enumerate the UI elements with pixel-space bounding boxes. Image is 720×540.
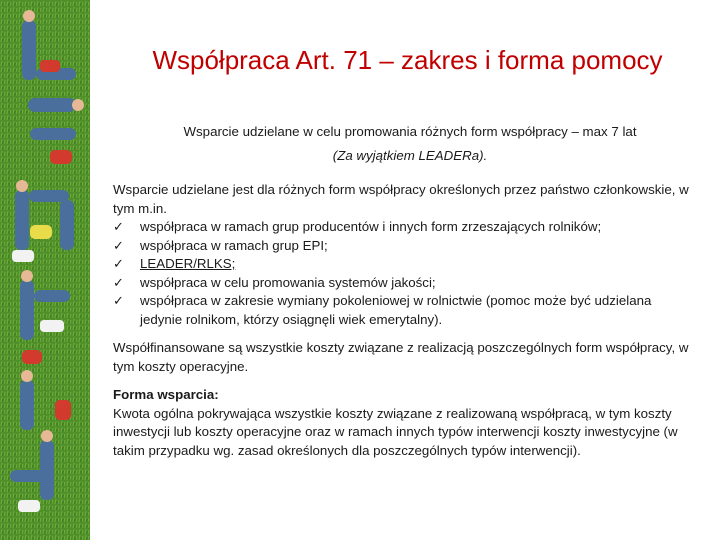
scope-paragraph: Wsparcie udzielane jest dla różnych form współpracy określonych przez państwo członkowskie, w tym m.in.	[113, 182, 689, 216]
slide-title: Współpraca Art. 71 – zakres i forma pomocy	[152, 45, 663, 75]
checkmark-icon: ✓	[113, 219, 124, 234]
list-item-text: współpraca w ramach grup EPI;	[140, 237, 328, 253]
list-item	[113, 237, 693, 256]
checkmark-icon: ✓	[113, 237, 124, 253]
checkmark-icon: ✓	[113, 274, 124, 290]
cooperation-forms-list	[113, 218, 693, 329]
list-item	[113, 218, 693, 237]
list-item	[113, 255, 693, 274]
list-item-text: współpraca w celu promowania systemów jakości;	[140, 274, 436, 290]
intro-note: (Za wyjątkiem LEADERa).	[332, 148, 488, 163]
intro-block	[125, 120, 695, 168]
list-item	[113, 292, 693, 329]
support-form-heading: Forma wsparcia:	[113, 387, 219, 402]
main-content	[113, 181, 693, 460]
checkmark-icon: ✓	[113, 293, 124, 308]
cofinancing-paragraph: Współfinansowane są wszystkie koszty związane z realizacją poszczególnych form współpracy, w tym koszty operacyjne.	[113, 340, 689, 374]
people-on-grass-image	[0, 0, 90, 540]
list-item-text: współpraca w zakresie wymiany pokoleniowej w rolnictwie (pomoc może być udzielana jedynie rolnikom, którzy osiągnęli wiek emerytalny).	[140, 293, 652, 327]
list-item	[113, 274, 693, 293]
intro-line: Wsparcie udzielane w celu promowania różnych form współpracy – max 7 lat	[183, 124, 637, 139]
list-item-text: współpraca w ramach grup producentów i innych form zrzeszających rolników;	[140, 219, 602, 234]
support-form-paragraph: Kwota ogólna pokrywająca wszystkie koszty związane z realizowaną współpracą, w tym koszty inwestycji lub koszty operacyjne oraz w ramach innych typów interwencji koszty inwestycyjne (w takim przypadku wg. zasad określonych dla poszczególnych typów interwencji).	[113, 405, 678, 458]
checkmark-icon: ✓	[113, 256, 124, 271]
leader-rlks-link[interactable]: LEADER/RLKS;	[140, 256, 236, 271]
